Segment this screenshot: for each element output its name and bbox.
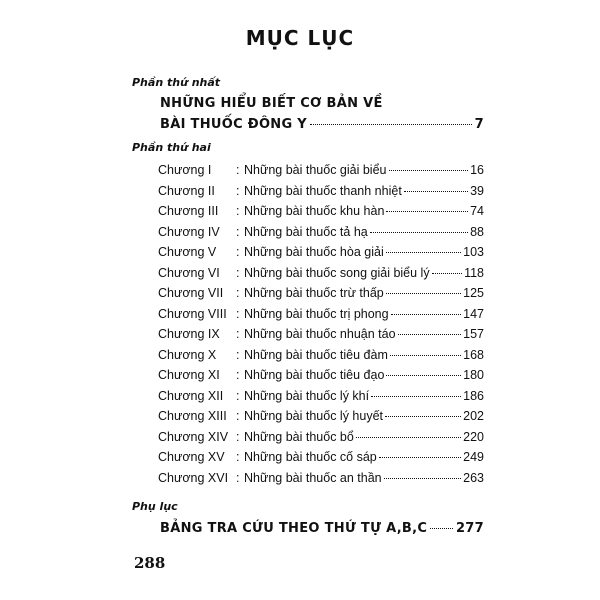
chapter-row (158, 368, 484, 389)
page-number: 288 (134, 554, 166, 572)
part-one-heading-line1-text: NHỮNG HIỂU BIẾT CƠ BẢN VỀ (160, 96, 383, 111)
dot-leader (371, 396, 461, 397)
dot-leader (398, 334, 462, 335)
chapter-row (158, 184, 484, 205)
chapter-colon: : (236, 327, 240, 341)
chapter-row (158, 409, 484, 430)
chapter-title: Những bài thuốc nhuận táo (244, 327, 396, 341)
chapter-colon: : (236, 286, 240, 300)
chapter-row (158, 430, 484, 451)
part-two-label: Phần thứ hai (132, 141, 211, 154)
chapter-row (158, 163, 484, 184)
chapter-row (158, 266, 484, 287)
chapter-page: 249 (463, 450, 484, 464)
chapter-label: Chương XIII (158, 409, 227, 423)
chapter-title: Những bài thuốc tả hạ (244, 224, 368, 239)
chapter-colon: : (236, 347, 240, 362)
chapter-colon: : (236, 204, 240, 218)
chapter-title: Những bài thuốc thanh nhiệt (244, 183, 402, 198)
chapter-colon: : (236, 245, 240, 259)
dot-leader (385, 416, 461, 417)
chapter-list (158, 163, 484, 491)
chapter-page: 186 (463, 388, 484, 403)
chapter-row (158, 286, 484, 307)
chapter-page: 263 (463, 470, 484, 485)
chapter-label: Chương VII (158, 286, 224, 300)
chapter-title: Những bài thuốc song giải biểu lý (244, 265, 430, 280)
chapter-title: Những bài thuốc khu hàn (244, 204, 385, 218)
chapter-label: Chương XV (158, 450, 225, 464)
chapter-label: Chương XII (158, 388, 224, 403)
chapter-colon: : (236, 183, 240, 198)
part-one-heading-line1 (160, 96, 484, 111)
dot-leader (390, 355, 461, 356)
dot-leader (386, 211, 468, 212)
chapter-label: Chương X (158, 347, 217, 362)
chapter-title: Những bài thuốc trừ thấp (244, 286, 384, 300)
chapter-colon: : (236, 163, 240, 177)
chapter-label: Chương III (158, 204, 219, 218)
dot-leader (310, 124, 472, 125)
appendix-label: Phụ lục (132, 500, 178, 513)
chapter-row (158, 450, 484, 471)
chapter-label: Chương IV (158, 224, 220, 239)
chapter-colon: : (236, 388, 240, 403)
chapter-page: 88 (470, 224, 484, 239)
chapter-label: Chương I (158, 163, 212, 177)
chapter-row (158, 225, 484, 246)
chapter-colon: : (236, 265, 240, 280)
dot-leader (404, 191, 468, 192)
chapter-page: 220 (463, 429, 484, 444)
dot-leader (370, 232, 468, 233)
chapter-title: Những bài thuốc cố sáp (244, 450, 377, 464)
chapter-label: Chương IX (158, 327, 220, 341)
dot-leader (430, 528, 453, 529)
chapter-colon: : (236, 470, 240, 485)
chapter-page: 118 (464, 265, 484, 280)
chapter-row (158, 327, 484, 348)
chapter-colon: : (236, 409, 240, 423)
appendix-page: 277 (455, 521, 484, 536)
dot-leader (386, 293, 461, 294)
chapter-colon: : (236, 450, 240, 464)
chapter-colon: : (236, 368, 240, 382)
chapter-row (158, 245, 484, 266)
chapter-title: Những bài thuốc an thần (244, 470, 382, 485)
chapter-title: Những bài thuốc trị phong (244, 306, 389, 321)
chapter-label: Chương V (158, 245, 217, 259)
dot-leader (379, 457, 461, 458)
chapter-page: 103 (463, 245, 484, 259)
dot-leader (386, 375, 461, 376)
part-one-heading-line2-text: BÀI THUỐC ĐÔNG Y (160, 117, 307, 132)
dot-leader (356, 437, 461, 438)
chapter-page: 74 (470, 204, 484, 218)
chapter-title: Những bài thuốc hòa giải (244, 245, 384, 259)
chapter-row (158, 204, 484, 225)
part-one-page: 7 (474, 117, 484, 132)
chapter-page: 16 (470, 163, 484, 177)
appendix-entry (160, 521, 484, 536)
chapter-title: Những bài thuốc giải biểu (244, 163, 387, 177)
chapter-page: 157 (463, 327, 484, 341)
chapter-page: 180 (463, 368, 484, 382)
chapter-label: Chương XVI (158, 470, 229, 485)
chapter-page: 125 (463, 286, 484, 300)
chapter-colon: : (236, 224, 240, 239)
chapter-title: Những bài thuốc lý huyết (244, 409, 384, 423)
chapter-page: 147 (463, 306, 484, 321)
chapter-page: 202 (463, 409, 484, 423)
part-one-heading-line2 (160, 117, 484, 132)
chapter-page: 168 (463, 347, 484, 362)
appendix-entry-text: BẢNG TRA CỨU THEO THỨ TỰ A,B,C (160, 521, 428, 536)
chapter-row (158, 471, 484, 492)
chapter-title: Những bài thuốc tiêu đạo (244, 368, 385, 382)
chapter-row (158, 389, 484, 410)
chapter-label: Chương II (158, 183, 215, 198)
chapter-label: Chương VIII (158, 306, 227, 321)
chapter-title: Những bài thuốc bổ (244, 429, 354, 444)
chapter-row (158, 348, 484, 369)
dot-leader (389, 170, 469, 171)
dot-leader (386, 252, 461, 253)
chapter-colon: : (236, 306, 240, 321)
dot-leader (384, 478, 462, 479)
chapter-page: 39 (470, 183, 484, 198)
dot-leader (432, 273, 462, 274)
chapter-label: Chương XIV (158, 429, 229, 444)
chapter-title: Những bài thuốc tiêu đàm (244, 347, 388, 362)
chapter-row (158, 307, 484, 328)
chapter-colon: : (236, 429, 240, 444)
dot-leader (391, 314, 462, 315)
chapter-title: Những bài thuốc lý khí (244, 388, 370, 403)
chapter-label: Chương VI (158, 265, 220, 280)
page-title: MỤC LỤC (245, 26, 355, 50)
chapter-label: Chương XI (158, 368, 220, 382)
part-one-label: Phần thứ nhất (132, 76, 221, 89)
